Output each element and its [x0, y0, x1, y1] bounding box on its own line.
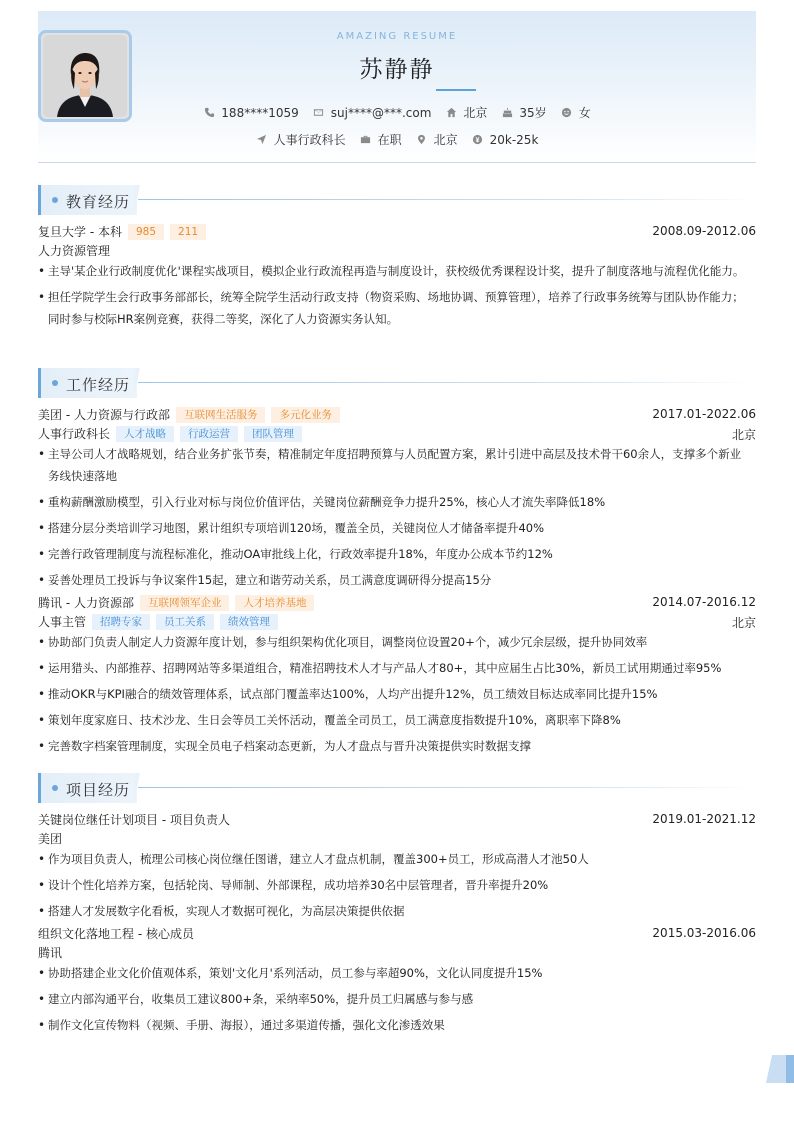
work-city: 北京 [731, 616, 756, 630]
info-row-job [38, 131, 756, 148]
list-item: • 重构薪酬激励模型，引入行业对标与岗位价值评估，关键岗位薪酬竞争力提升25%，核心人才流失率降低18% [38, 491, 752, 513]
role-tag: 绩效管理 [220, 614, 278, 630]
company-text: 腾讯 - 人力资源部 [38, 596, 134, 610]
work-period: 2014.07-2016.12 [652, 595, 756, 609]
list-item: • 妥善处理员工投诉与争议案件15起，建立和谐劳动关系，员工满意度调研得分提高15分 [38, 569, 752, 591]
section-title-tail [134, 773, 140, 803]
salary-icon [472, 134, 484, 146]
target-role-text: 人事行政科长 [273, 133, 346, 147]
major-text: 人力资源管理 [38, 244, 111, 258]
education-entry [38, 222, 756, 334]
briefcase-icon [360, 134, 372, 146]
list-item: • 策划年度家庭日、技术沙龙、生日会等员工关怀活动，覆盖全司员工，员工满意度指数提升10%，离职率下降8% [38, 709, 752, 731]
work-city: 北京 [731, 428, 756, 442]
company-tag: 互联网生活服务 [176, 407, 266, 423]
dot-icon [52, 785, 58, 791]
project-header-row [38, 924, 756, 943]
resume-header [38, 11, 756, 163]
info-row-basic [38, 104, 756, 121]
company-row [38, 405, 756, 424]
school-text: 复旦大学 - 本科 [38, 225, 122, 239]
section-title-tail [134, 368, 140, 398]
name-underline [436, 89, 476, 91]
list-item: • 搭建分层分类培训学习地图，累计组织专项培训120场，覆盖全员，关键岗位人才储备率提升40% [38, 517, 752, 539]
info-salary [472, 133, 539, 147]
section-title-text: 工作经历 [66, 376, 131, 394]
project-org-row [38, 943, 756, 962]
home-icon [445, 107, 457, 119]
list-item: • 制作文化宣传物料（视频、手册、海报），通过多渠道传播，强化文化渗透效果 [38, 1014, 752, 1036]
project-name: 组织文化落地工程 - 核心成员 [38, 927, 194, 941]
target-city-text: 北京 [433, 133, 458, 147]
age-text: 35岁 [519, 106, 547, 120]
work-period: 2017.01-2022.06 [652, 407, 756, 421]
section-title-work [38, 368, 756, 398]
project-period: 2015.03-2016.06 [652, 926, 756, 940]
info-age [501, 104, 546, 121]
salary-text: 20k-25k [489, 132, 539, 147]
home-city-text: 北京 [463, 106, 488, 120]
list-item: • 搭建人才发展数字化看板，实现人才数据可视化，为高层决策提供依据 [38, 900, 752, 922]
list-item: • 作为项目负责人，梳理公司核心岗位继任图谱，建立人才盘点机制，覆盖300+员工，形成高潜人才池50人 [38, 848, 752, 870]
project-entry-succession [38, 810, 756, 926]
resume-page [38, 11, 756, 1032]
info-phone [203, 106, 298, 120]
project-org: 美团 [38, 832, 63, 846]
list-item: • 协助部门负责人制定人力资源年度计划，参与组织架构优化项目，调整岗位设置20+个，减少冗余层级，提升协同效率 [38, 631, 752, 653]
gender-text: 女 [578, 106, 591, 120]
project-header-row [38, 810, 756, 829]
info-home [445, 104, 487, 121]
info-email [313, 106, 432, 120]
section-title-text: 教育经历 [66, 193, 131, 211]
section-title-education [38, 185, 756, 215]
list-item: • 推动OKR与KPI融合的绩效管理体系，试点部门覆盖率达100%，人均产出提升12%，员工绩效目标达成率同比提升15% [38, 683, 752, 705]
list-item: • 协助搭建企业文化价值观体系，策划'文化月'系列活动，员工参与率超90%，文化认同度提升15% [38, 962, 752, 984]
project-period: 2019.01-2021.12 [652, 812, 756, 826]
work-entry-tencent [38, 593, 756, 761]
email-text: suj****@***.com [330, 105, 432, 120]
status-text: 在职 [377, 133, 402, 147]
work-entry-meituan [38, 405, 756, 595]
section-title-tail [134, 185, 140, 215]
major-row [38, 241, 756, 260]
education-header-row [38, 222, 756, 241]
location-icon [416, 134, 428, 146]
phone-text: 188****1059 [221, 105, 299, 120]
company-tag: 人才培养基地 [235, 595, 314, 611]
education-period: 2008.09-2012.06 [652, 224, 756, 238]
list-item: • 完善行政管理制度与流程标准化，推动OA审批线上化，行政效率提升18%，年度办公成本节约12% [38, 543, 752, 565]
resume-kicker: AMAZING RESUME [336, 31, 458, 42]
list-item: • 设计个性化培养方案，包括轮岗、导师制、外部课程，成功培养30名中层管理者，晋升率提升20% [38, 874, 752, 896]
school-tag: 985 [128, 224, 164, 240]
company-tag: 多元化业务 [271, 407, 340, 423]
list-item: • 主导公司人才战略规划，结合业务扩张节奏，精准制定年度招聘预算与人员配置方案，累计引进中高层及技术骨干60余人，支撑多个新业务线快速落地 [38, 443, 752, 487]
company-tag: 互联网领军企业 [140, 595, 230, 611]
cake-icon [501, 107, 513, 119]
info-gender [561, 104, 591, 121]
role-tag: 人才战略 [116, 426, 174, 442]
mail-icon [313, 107, 325, 119]
project-entry-culture [38, 924, 756, 1040]
section-title-text: 项目经历 [66, 781, 131, 799]
list-item: • 运用猎头、内部推荐、招聘网站等多渠道组合，精准招聘技术人才与产品人才80+，其中应届生占比30%，新员工试用期通过率95% [38, 657, 752, 679]
role-row [38, 612, 756, 631]
role-tag: 行政运营 [180, 426, 238, 442]
dot-icon [52, 197, 58, 203]
role-row [38, 424, 756, 443]
list-item: • 担任学院学生会行政事务部部长，统筹全院学生活动行政支持（物资采购、场地协调、预算管理），培养了行政事务统筹与团队协作能力；同时参与校际HR案例竞赛，获得二等奖，深化了人力资源实务认知。 [38, 286, 752, 330]
project-org-row [38, 829, 756, 848]
phone-icon [203, 107, 215, 119]
list-item: • 主导'某企业行政制度优化'课程实战项目，模拟企业行政流程再造与制度设计，获校级优秀课程设计奖，提升了制度落地与流程优化能力。 [38, 260, 752, 282]
company-text: 美团 - 人力资源与行政部 [38, 408, 170, 422]
list-item: • 建立内部沟通平台，收集员工建议800+条，采纳率50%，提升员工归属感与参与感 [38, 988, 752, 1010]
role-text: 人事行政科长 [38, 427, 111, 441]
smile-icon [561, 107, 573, 119]
info-target-role [256, 131, 346, 148]
section-divider [138, 199, 756, 200]
corner-decoration [766, 1055, 794, 1083]
section-title-projects [38, 773, 756, 803]
project-name: 关键岗位继任计划项目 - 项目负责人 [38, 813, 230, 827]
role-tag: 员工关系 [156, 614, 214, 630]
list-item: • 完善数字档案管理制度，实现全员电子档案动态更新，为人才盘点与晋升决策提供实时数据支撑 [38, 735, 752, 757]
role-text: 人事主管 [38, 615, 87, 629]
role-tag: 团队管理 [244, 426, 302, 442]
dot-icon [52, 380, 58, 386]
section-divider [138, 787, 756, 788]
role-tag: 招聘专家 [92, 614, 150, 630]
school-tag: 211 [170, 224, 206, 240]
send-icon [256, 134, 268, 146]
candidate-name: 苏静静 [359, 57, 435, 83]
section-divider [138, 382, 756, 383]
project-org: 腾讯 [38, 946, 63, 960]
info-status [360, 131, 402, 148]
company-row [38, 593, 756, 612]
info-target-city [416, 131, 458, 148]
